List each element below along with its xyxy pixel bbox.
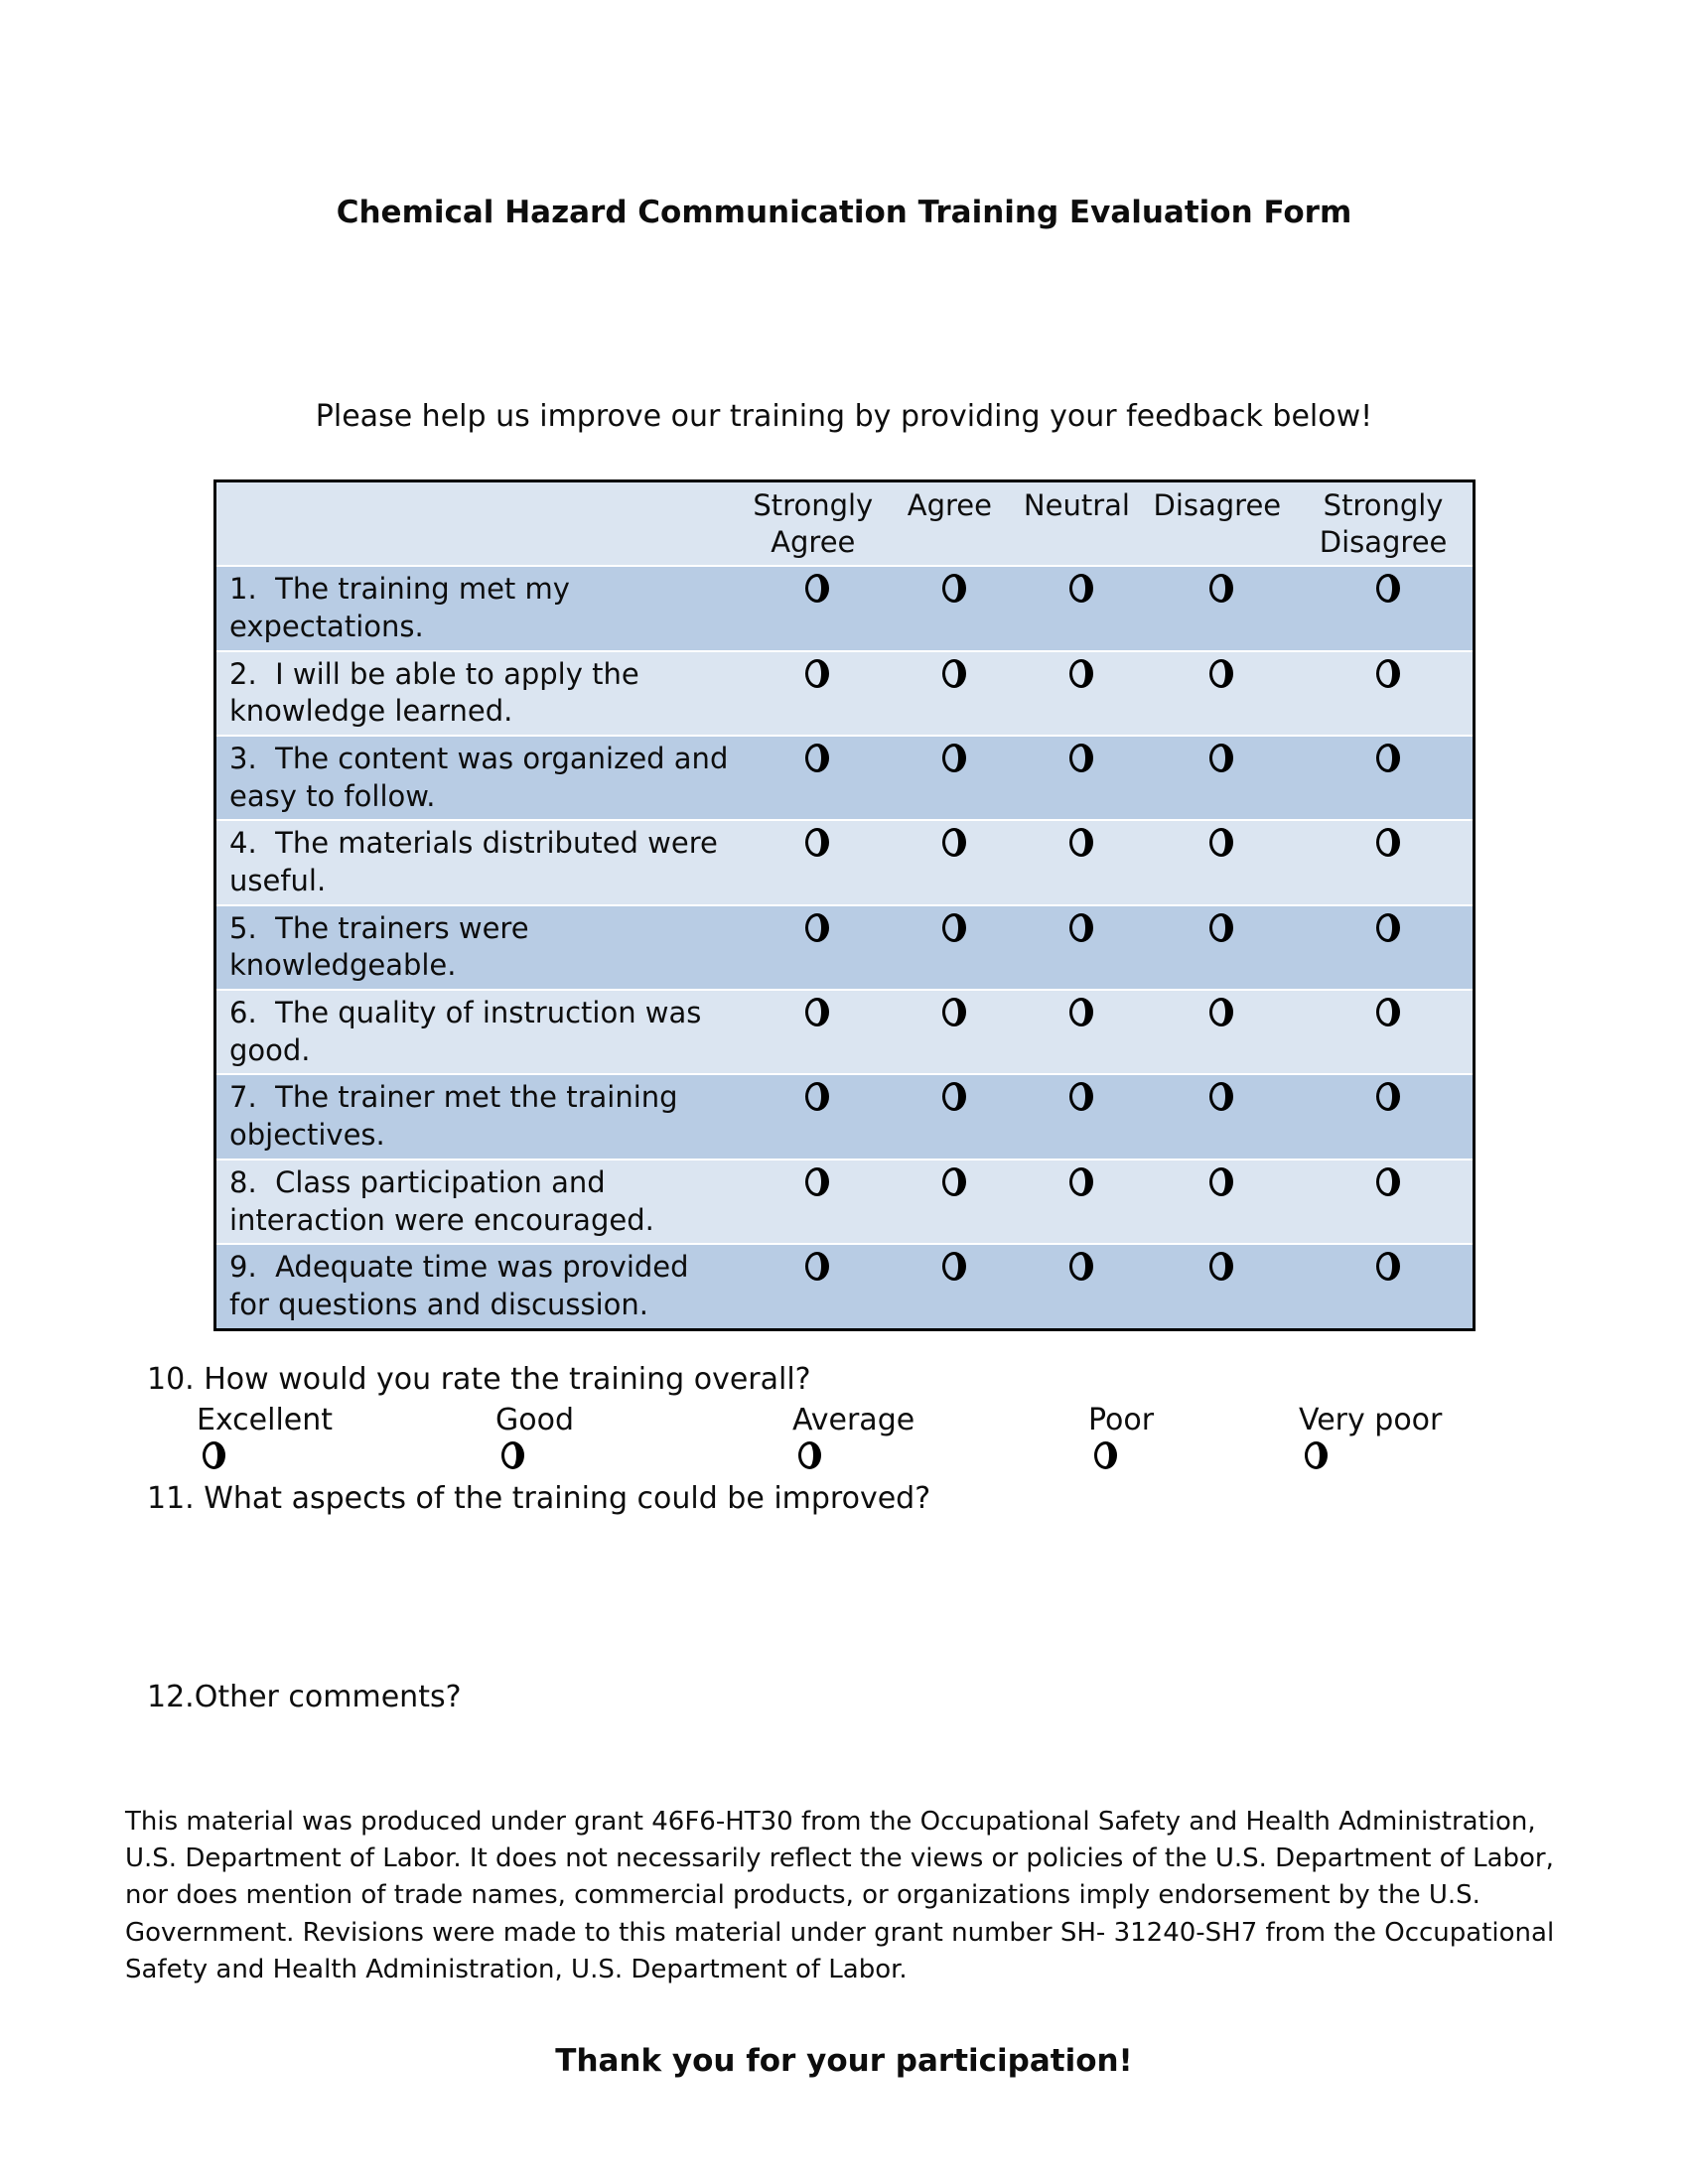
column-header-neutral: Neutral	[1013, 481, 1140, 567]
radio-button[interactable]	[942, 574, 966, 603]
question-label: 4. The materials distributed were useful.	[215, 820, 741, 904]
radio-button[interactable]	[1376, 659, 1400, 688]
table-row	[215, 1160, 1475, 1244]
radio-button[interactable]	[1376, 1252, 1400, 1281]
radio-button[interactable]	[805, 574, 829, 603]
question-label: 8. Class participation and interaction were encouraged.	[215, 1160, 741, 1244]
radio-button[interactable]	[805, 998, 829, 1026]
radio-button[interactable]	[1069, 1252, 1093, 1281]
question-12-label: 12.Other comments?	[147, 1680, 462, 1714]
table-row	[215, 990, 1475, 1074]
option-label: Excellent	[197, 1403, 334, 1437]
column-header-agree: Agree	[886, 481, 1013, 567]
grant-disclaimer-text: This material was produced under grant 46F6-HT30 from the Occupational Safety and Health Administration, U.S. Department of Labor. It does not necessarily reflect the views or policies of the U.S. Department of Labor, nor does mention of trade names, commercial products, or organizations imply endorsement by the U.S. Government. Revisions were made to this material under grant number SH- 31240-SH7 from the Occupational Safety and Health Administration, U.S. Department of Labor.	[125, 1807, 1555, 1984]
radio-button[interactable]	[805, 659, 829, 688]
table-row	[215, 736, 1475, 820]
question-11-label: 11. What aspects of the training could be improved?	[147, 1481, 931, 1516]
radio-button[interactable]	[1209, 913, 1233, 942]
question-label: 2. I will be able to apply the knowledge learned.	[215, 651, 741, 736]
table-row	[215, 820, 1475, 904]
option-label: Very poor	[1299, 1403, 1443, 1437]
radio-button[interactable]	[1376, 574, 1400, 603]
radio-button[interactable]	[1069, 998, 1093, 1026]
radio-button[interactable]	[1376, 913, 1400, 942]
thank-you-text: Thank you for your participation!	[555, 2043, 1133, 2079]
option-label: Good	[495, 1403, 574, 1437]
table-header-row	[215, 481, 1475, 567]
form-title: Chemical Hazard Communication Training Evaluation Form	[336, 195, 1352, 230]
radio-button[interactable]	[203, 1441, 225, 1469]
radio-button[interactable]	[1209, 1082, 1233, 1111]
question-label: 5. The trainers were knowledgeable.	[215, 905, 741, 990]
option-poor	[1088, 1403, 1299, 1477]
table-row	[215, 905, 1475, 990]
radio-button[interactable]	[1069, 1167, 1093, 1196]
column-header-strongly-agree: Strongly Agree	[740, 481, 886, 567]
radio-button[interactable]	[501, 1441, 524, 1469]
radio-button[interactable]	[1209, 1167, 1233, 1196]
radio-button[interactable]	[942, 1167, 966, 1196]
column-header-strongly-disagree: Strongly Disagree	[1294, 481, 1474, 567]
radio-button[interactable]	[1376, 998, 1400, 1026]
radio-button[interactable]	[1209, 744, 1233, 772]
radio-button[interactable]	[1376, 744, 1400, 772]
option-excellent	[197, 1403, 495, 1477]
radio-button[interactable]	[805, 1167, 829, 1196]
intro-text: Please help us improve our training by providing your feedback below!	[315, 399, 1373, 434]
radio-button[interactable]	[1069, 1082, 1093, 1111]
evaluation-table	[213, 479, 1476, 1331]
question-label: 7. The trainer met the training objectives.	[215, 1074, 741, 1159]
radio-button[interactable]	[942, 744, 966, 772]
question-label: 9. Adequate time was provided for questions and discussion.	[215, 1244, 741, 1329]
radio-button[interactable]	[942, 998, 966, 1026]
question-label: 3. The content was organized and easy to follow.	[215, 736, 741, 820]
radio-button[interactable]	[1209, 828, 1233, 857]
radio-button[interactable]	[805, 744, 829, 772]
radio-button[interactable]	[805, 1082, 829, 1111]
radio-button[interactable]	[1209, 998, 1233, 1026]
radio-button[interactable]	[942, 828, 966, 857]
radio-button[interactable]	[805, 828, 829, 857]
option-label: Poor	[1088, 1403, 1155, 1437]
table-row	[215, 1074, 1475, 1159]
table-corner-cell	[215, 481, 741, 567]
radio-button[interactable]	[805, 1252, 829, 1281]
radio-button[interactable]	[805, 913, 829, 942]
radio-button[interactable]	[798, 1441, 821, 1469]
radio-button[interactable]	[942, 913, 966, 942]
question-10-options	[197, 1403, 1557, 1477]
radio-button[interactable]	[1209, 1252, 1233, 1281]
radio-button[interactable]	[1209, 574, 1233, 603]
option-average	[792, 1403, 1088, 1477]
radio-button[interactable]	[1376, 1167, 1400, 1196]
table-row	[215, 651, 1475, 736]
column-header-disagree: Disagree	[1140, 481, 1294, 567]
radio-button[interactable]	[1069, 828, 1093, 857]
radio-button[interactable]	[1094, 1441, 1117, 1469]
table-row	[215, 1244, 1475, 1329]
question-label: 1. The training met my expectations.	[215, 566, 741, 650]
radio-button[interactable]	[942, 659, 966, 688]
radio-button[interactable]	[1069, 574, 1093, 603]
table-row	[215, 566, 1475, 650]
radio-button[interactable]	[942, 1252, 966, 1281]
question-10-label: 10. How would you rate the training overall?	[147, 1362, 811, 1397]
radio-button[interactable]	[1376, 1082, 1400, 1111]
radio-button[interactable]	[1069, 659, 1093, 688]
radio-button[interactable]	[1069, 744, 1093, 772]
option-label: Average	[792, 1403, 915, 1437]
option-very-poor	[1299, 1403, 1557, 1477]
radio-button[interactable]	[942, 1082, 966, 1111]
question-label: 6. The quality of instruction was good.	[215, 990, 741, 1074]
radio-button[interactable]	[1305, 1441, 1328, 1469]
radio-button[interactable]	[1069, 913, 1093, 942]
radio-button[interactable]	[1376, 828, 1400, 857]
option-good	[495, 1403, 792, 1477]
radio-button[interactable]	[1209, 659, 1233, 688]
